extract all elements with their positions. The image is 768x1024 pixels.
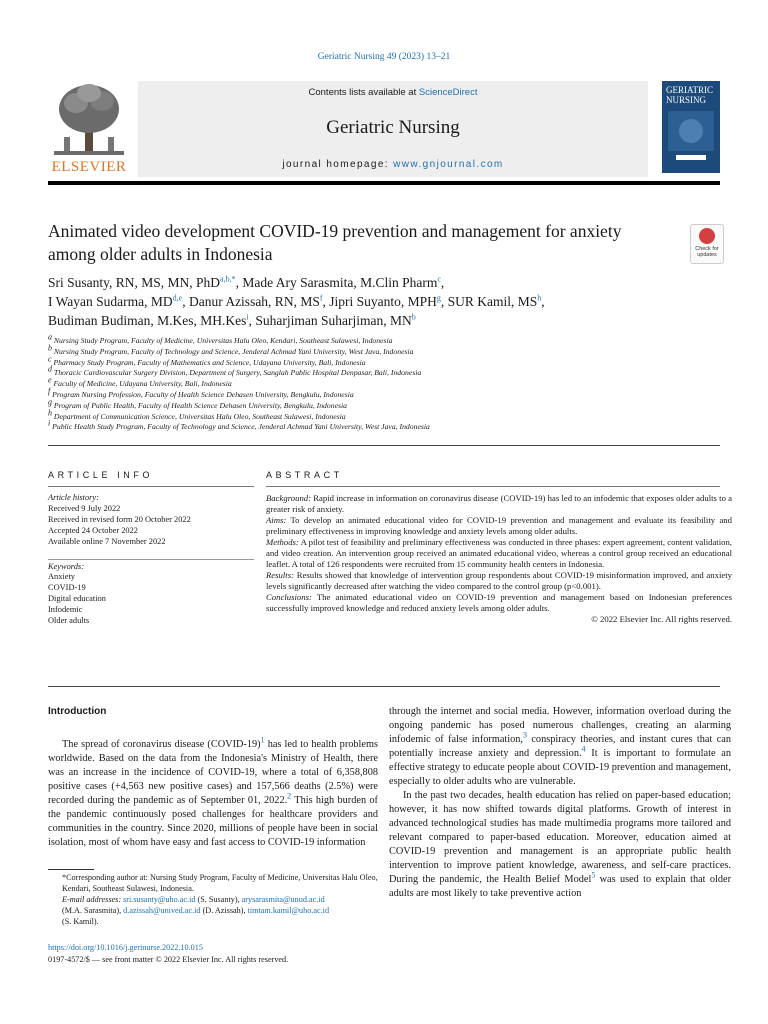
author-affiliation-ref[interactable]: a,b,* [220, 274, 236, 284]
author-name[interactable]: I Wayan Sudarma, MD [48, 294, 173, 309]
abstract-section-label: Conclusions: [266, 592, 312, 602]
affiliation-key: i [48, 418, 51, 428]
author-affiliation-ref[interactable]: b [411, 312, 416, 322]
author-name[interactable]: Made Ary Sarasmita, M.Clin Pharm [242, 275, 438, 290]
affiliation-text: Nursing Study Program, Faculty of Medicine, Universitas Halu Oleo, Kendari, Southeast Sulawesi, Indonesia [53, 336, 393, 345]
author-name[interactable]: Budiman Budiman, M.Kes, MH.Kes [48, 313, 247, 328]
email-owner: (M.A. Sarasmita), [62, 905, 124, 915]
history-label: Article history: [48, 493, 99, 502]
corresponding-author-note: *Corresponding author at: Nursing Study Program, Faculty of Medicine, Universitas Halu Oleo, Kendari, Southeast Sulawesi, Indonesia. [62, 873, 378, 893]
journal-cover-image [662, 81, 720, 173]
author-separator: , [322, 294, 330, 309]
author-separator: , [440, 294, 448, 309]
keywords-divider [48, 559, 254, 560]
keyword: Digital education [48, 594, 106, 604]
abstract-section-label: Aims: [266, 515, 287, 525]
doi-link[interactable]: https://doi.org/10.1016/j.gerinurse.2022.10.015 [48, 943, 203, 952]
author-name[interactable]: Danur Azissah, RN, MS [188, 294, 320, 309]
author-affiliation-ref[interactable]: c [437, 274, 441, 284]
affiliation-item [48, 364, 720, 379]
copyright-notice: © 2022 Elsevier Inc. All rights reserved. [591, 614, 732, 624]
abstract-section-label: Background: [266, 493, 312, 503]
abstract-aims [266, 515, 732, 537]
corresponding-author-footnote [48, 873, 378, 928]
affiliation-key: h [48, 408, 52, 418]
abstract-section-text: To develop an animated educational video for COVID-19 prevention and management and evaluate its feasibility and preliminary effectiveness in improving knowledge and anxiety levels among older adults. [266, 515, 732, 536]
email-addresses [48, 895, 378, 928]
homepage-prefix: journal homepage: [282, 159, 394, 170]
affiliation-item [48, 386, 720, 401]
body-paragraph [389, 789, 731, 901]
email-link[interactable]: d.azissah@unived.ac.id [123, 905, 201, 915]
cover-art-icon [668, 111, 714, 163]
section-divider [48, 445, 720, 446]
footnote-divider [48, 869, 94, 870]
affiliation-item [48, 408, 720, 423]
paragraph-text: It is important to formulate an effective strategy to educate people about COVID-19 prevention and management, especially to older adults who are vulnerable. [389, 748, 731, 787]
author-separator: , [182, 294, 189, 309]
email-owner: (D. Azissah), [200, 905, 248, 915]
abstract-conclusions [266, 592, 732, 614]
abstract-results [266, 570, 732, 592]
keyword: COVID-19 [48, 583, 86, 593]
author-name[interactable]: Suharjiman Suharjiman, MN [255, 313, 412, 328]
abstract-section-text: The animated educational video on COVID-19 prevention and management based on Indonesian preferences successfully improved knowledge and reduced anxiety levels among older adults. [266, 592, 732, 613]
author-separator: , [235, 275, 243, 290]
sciencedirect-link[interactable]: ScienceDirect [418, 87, 478, 98]
abstract-heading: ABSTRACT [266, 470, 343, 480]
affiliation-key: b [48, 343, 52, 353]
affiliation-text: Pharmacy Study Program, Faculty of Mathematics and Science, Udayana University, Bali, Indonesia [53, 357, 366, 367]
author-affiliation-ref[interactable]: h [537, 293, 542, 303]
contents-prefix: Contents lists available at [308, 87, 419, 98]
paragraph-text: In the past two decades, health education has relied on paper-based education; however, it has now shifted towards digital platforms. Growth of interest in advanced technological studies has made multimedia programs more tailored and relevant compared to paper-based education. Moreover, education aimed at COVID-19 prevention and management is an appropriate public health intervention to improve patient knowledge, awareness, and self-care practices. During the pandemic, the Health Belief Model [389, 790, 731, 885]
abstract-section-text: A pilot test of feasibility and preliminary effectiveness was conducted in three phases: expert agreement, content validation, and video creation. An intervention group received an animated educational video, whereas a control group received an educational leaflet. A total of 126 respondents were recruited from 15 community health centers in Indonesia. [266, 537, 732, 569]
crossmark-icon [699, 228, 715, 244]
author-affiliation-ref[interactable]: i [246, 312, 249, 322]
email-link[interactable]: sri.susanty@uho.ac.id [123, 894, 196, 904]
email-link[interactable]: timtam.kamil@uho.ac.id [247, 905, 330, 915]
keyword: Infodemic [48, 605, 83, 615]
body-paragraph [48, 735, 378, 850]
abstract-methods [266, 537, 732, 570]
history-item: Available online 7 November 2022 [48, 536, 166, 546]
header-divider [48, 181, 720, 185]
author-separator: , [248, 313, 256, 328]
citation-ref[interactable]: 2 [287, 791, 292, 801]
paragraph-text: through the internet and social media. However, information overload during the ongoing pandemic has posed numerous challenges, creating an alarming infodemic of false information, [389, 706, 731, 745]
affiliation-text: Public Health Study Program, Faculty of Technology and Science, Jenderal Achmad Yani University, West Java, Indonesia [52, 422, 430, 432]
journal-banner [138, 81, 648, 177]
check-for-updates-badge[interactable] [690, 224, 724, 264]
paragraph-text: was used to explain that older adults are most likely to take preventive action [389, 874, 731, 899]
affiliation-key: g [48, 397, 52, 407]
issn-line: 0197-4572/$ — see front matter © 2022 Elsevier Inc. All rights reserved. [48, 955, 289, 964]
author-affiliation-ref[interactable]: d,e [172, 293, 183, 303]
paragraph-text: The spread of coronavirus disease (COVID-19) [62, 739, 261, 750]
cover-title-line-2: NURSING [666, 95, 707, 105]
abstract-section-label: Methods: [266, 537, 299, 547]
journal-name: Geriatric Nursing [326, 117, 460, 138]
abstract-section-label: Results: [266, 570, 294, 580]
author-name[interactable]: Sri Susanty, RN, MS, MN, PhD [48, 275, 221, 290]
affiliation-key: e [48, 375, 52, 385]
body-paragraph [389, 705, 731, 789]
abstract-section-text: Rapid increase in information on coronavirus disease (COVID-19) has led to an infodemic that exposes older adults to a greater risk of anxiety. [266, 493, 732, 514]
email-owner: (S. Kamil). [62, 916, 99, 926]
introduction-heading: Introduction [48, 706, 107, 717]
keywords-label: Keywords: [48, 561, 84, 571]
affiliation-item [48, 375, 720, 390]
history-item: Accepted 24 October 2022 [48, 525, 138, 535]
citation-ref[interactable]: 4 [581, 744, 586, 754]
author-affiliation-ref[interactable]: g [436, 293, 441, 303]
paragraph-text: This high burden of the pandemic continuously posed challenges for healthcare providers and communities in the country. Since 2020, millions of people have been in social isolation, most of whom have easy and fast access to COVID-19 information [48, 795, 378, 848]
author-list [48, 273, 608, 330]
article-info-heading: ARTICLE INFO [48, 470, 154, 480]
body-column-right [389, 705, 731, 901]
cover-title [666, 85, 713, 105]
affiliation-key: a [48, 332, 52, 342]
affiliation-item [48, 354, 720, 369]
abstract-section-text: Results showed that knowledge of intervention group respondents about COVID-19 misinformation improved, and anxiety levels significantly decreased after watching the video compared to the control group (p<0.001). [266, 570, 732, 591]
email-owner: (S. Susanty), [195, 894, 242, 904]
article-title: Animated video development COVID-19 prevention and management for anxiety among older adults in Indonesia [48, 221, 622, 264]
crossmark-label-line-2: updates [697, 252, 717, 258]
body-column-left [48, 705, 378, 850]
email-link[interactable]: arysarasmita@unud.ac.id [241, 894, 325, 904]
affiliation-key: d [48, 364, 52, 374]
affiliation-text: Department of Communication Science, Universitas Halu Oleo, Southeast Sulawesi, Indonesia [53, 411, 346, 421]
affiliation-key: c [48, 354, 52, 364]
history-item: Received in revised form 20 October 2022 [48, 514, 191, 524]
affiliation-text: Faculty of Medicine, Udayana University, Bali, Indonesia [53, 379, 232, 389]
affiliation-item [48, 397, 720, 412]
email-label: E-mail addresses: [62, 894, 122, 904]
affiliation-text: Nursing Study Program, Faculty of Technology and Science, Jenderal Achmad Yani University, West Java, Indonesia [53, 346, 414, 356]
paragraph-text: has led to health problems worldwide. Based on the data from the Indonesia's Ministry of Health, there was an increase in the incidence of COVID-19, where a total of 6,358,808 positive cases (+4,563 new positive cases) and 157,566 deaths (2.5%) were recorded during the pandemic as of September 01, 2022. [48, 739, 378, 806]
homepage-link[interactable]: www.gnjournal.com [393, 159, 504, 170]
journal-citation-line[interactable]: Geriatric Nursing 49 (2023) 13–21 [317, 52, 451, 62]
abstract-background [266, 493, 732, 515]
affiliation-text: Thoracic Cardiovascular Surgery Division, Department of Surgery, Sanglah Public Hospital Denpasar, Bali, Indonesia [53, 368, 422, 378]
affiliation-item [48, 418, 720, 433]
article-info-divider [48, 486, 254, 487]
crossmark-label-line-1: Check for [695, 246, 719, 252]
crossmark-label [691, 246, 723, 258]
contents-availability [138, 87, 648, 98]
journal-homepage [138, 159, 648, 170]
elsevier-tree-logo-icon [48, 81, 130, 173]
paragraph-text: conspiracy theories, and instant cures that can potentially increase anxiety and depression. [389, 734, 731, 759]
author-separator: , [541, 294, 545, 309]
cover-title-line-1: GERIATRIC [666, 85, 713, 95]
history-item: Received 9 July 2022 [48, 503, 121, 513]
affiliation-text: Program Nursing Profession, Faculty of Health Science Dehasen University, Bengkulu, Indonesia [52, 389, 354, 399]
author-affiliation-ref[interactable]: f [319, 293, 323, 303]
body-divider [48, 686, 720, 687]
affiliation-key: f [48, 386, 51, 396]
affiliation-item [48, 332, 720, 347]
publisher-logo-text: ELSEVIER [51, 159, 127, 175]
affiliation-list [48, 332, 720, 433]
journal-header [48, 81, 720, 179]
abstract-body [266, 493, 732, 625]
citation-ref[interactable]: 3 [523, 730, 527, 740]
affiliation-item [48, 343, 720, 358]
citation-ref[interactable]: 5 [591, 870, 596, 880]
affiliation-text: Program of Public Health, Faculty of Health Science Dehasen University, Bengkulu, Indonesia [53, 400, 347, 410]
citation-ref[interactable]: 1 [260, 735, 265, 745]
author-name[interactable]: Jipri Suyanto, MPH [329, 294, 437, 309]
keyword: Older adults [48, 616, 90, 626]
author-name[interactable]: SUR Kamil, MS [447, 294, 538, 309]
keyword: Anxiety [48, 572, 75, 582]
author-separator: , [440, 275, 445, 290]
abstract-divider [266, 486, 720, 487]
